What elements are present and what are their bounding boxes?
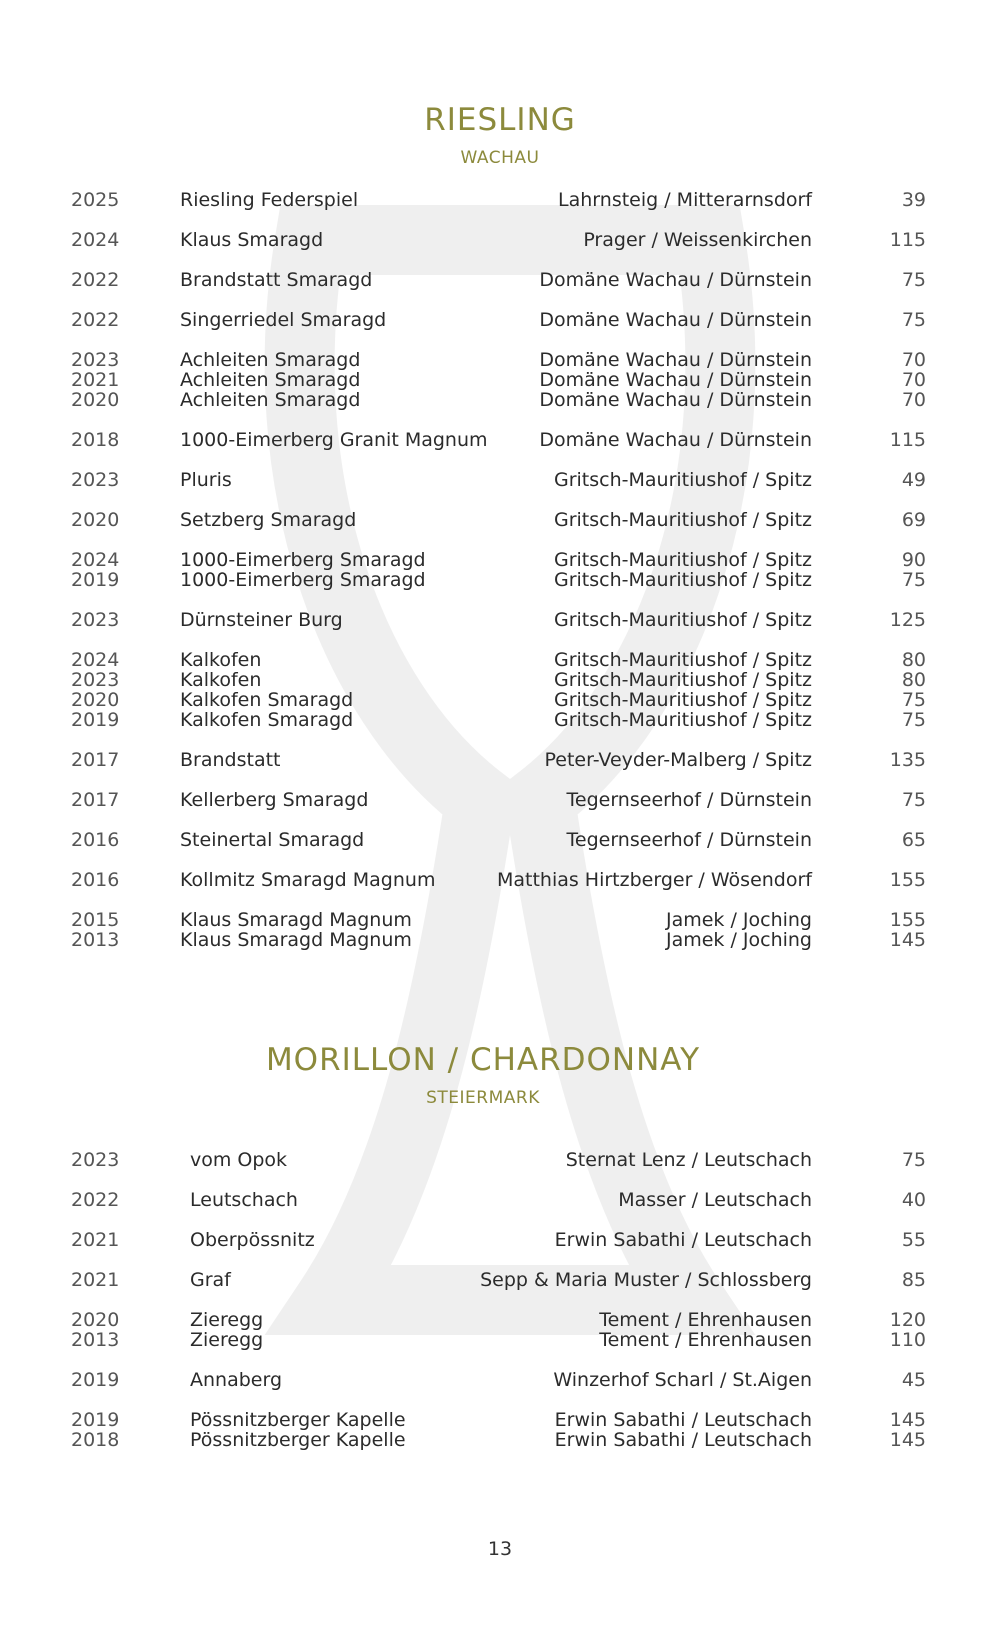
wine-entry [0, 790, 1000, 810]
producer-location: Domäne Wachau / Dürnstein [539, 369, 812, 391]
wine-entry-group [0, 1270, 1000, 1290]
wine-entry [0, 510, 1000, 530]
wine-entry-group [0, 610, 1000, 630]
wine-name: Dürnsteiner Burg [180, 609, 343, 631]
wine-name: Kellerberg Smaragd [180, 789, 369, 811]
wine-entry [0, 1330, 1000, 1350]
wine-name: 1000-Eimerberg Smaragd [180, 549, 426, 571]
producer-location: Domäne Wachau / Dürnstein [539, 389, 812, 411]
price: 70 [901, 389, 926, 411]
wine-name: Setzberg Smaragd [180, 509, 357, 531]
wine-entry [0, 1430, 1000, 1450]
wine-name: Leutschach [190, 1189, 298, 1211]
vintage-year: 2013 [71, 1329, 120, 1351]
price: 75 [901, 269, 926, 291]
price: 155 [889, 909, 926, 931]
wine-name: Riesling Federspiel [180, 189, 359, 211]
chardonnay-section [0, 1040, 1000, 1451]
wine-entry [0, 830, 1000, 850]
producer-location: Domäne Wachau / Dürnstein [539, 429, 812, 451]
vintage-year: 2020 [71, 509, 120, 531]
producer-location: Gritsch-Mauritiushof / Spitz [553, 569, 812, 591]
producer-location: Prager / Weissenkirchen [583, 229, 812, 251]
wine-name: Kollmitz Smaragd Magnum [180, 869, 436, 891]
vintage-year: 2024 [71, 229, 120, 251]
wine-entry [0, 650, 1000, 670]
wine-entry-group [0, 650, 1000, 730]
wine-entry [0, 190, 1000, 210]
wine-entry [0, 370, 1000, 390]
wine-entry-group [0, 190, 1000, 210]
wine-entry [0, 1270, 1000, 1290]
producer-location: Domäne Wachau / Dürnstein [539, 269, 812, 291]
producer-location: Gritsch-Mauritiushof / Spitz [553, 689, 812, 711]
producer-location: Gritsch-Mauritiushof / Spitz [553, 469, 812, 491]
wine-entry [0, 750, 1000, 770]
price: 125 [889, 609, 926, 631]
wine-entry-group [0, 550, 1000, 590]
wine-entry-group [0, 750, 1000, 770]
vintage-year: 2016 [71, 829, 120, 851]
vintage-year: 2022 [71, 309, 120, 331]
wine-entry-group [0, 1150, 1000, 1170]
wine-entry [0, 310, 1000, 330]
producer-location: Sternat Lenz / Leutschach [565, 1149, 812, 1171]
price: 65 [901, 829, 926, 851]
wine-entry [0, 270, 1000, 290]
section-subtitle: STEIERMARK [426, 1088, 540, 1108]
vintage-year: 2013 [71, 929, 120, 951]
price: 75 [901, 569, 926, 591]
vintage-year: 2016 [71, 869, 120, 891]
page-number: 13 [487, 1538, 513, 1560]
vintage-year: 2021 [71, 1229, 120, 1251]
wine-entry [0, 710, 1000, 730]
price: 70 [901, 369, 926, 391]
wine-entry [0, 350, 1000, 370]
producer-location: Gritsch-Mauritiushof / Spitz [553, 609, 812, 631]
producer-location: Tement / Ehrenhausen [599, 1309, 812, 1331]
producer-location: Lahrnsteig / Mitterarnsdorf [558, 189, 812, 211]
wine-entry [0, 870, 1000, 890]
price: 75 [901, 709, 926, 731]
wine-name: Singerriedel Smaragd [180, 309, 387, 331]
vintage-year: 2024 [71, 549, 120, 571]
producer-location: Gritsch-Mauritiushof / Spitz [553, 549, 812, 571]
wine-name: Pössnitzberger Kapelle [190, 1429, 406, 1451]
price: 115 [889, 229, 926, 251]
wine-entry [0, 610, 1000, 630]
vintage-year: 2023 [71, 469, 120, 491]
wine-entry-group [0, 830, 1000, 850]
wine-name: Achleiten Smaragd [180, 349, 361, 371]
producer-location: Sepp & Maria Muster / Schlossberg [480, 1269, 812, 1291]
vintage-year: 2019 [71, 1409, 120, 1431]
wine-entry-group [0, 1370, 1000, 1390]
wine-name: Kalkofen Smaragd [180, 709, 354, 731]
producer-location: Erwin Sabathi / Leutschach [554, 1429, 812, 1451]
section-title: RIESLING [424, 102, 576, 138]
wine-entry [0, 230, 1000, 250]
price: 45 [901, 1369, 926, 1391]
wine-name: Steinertal Smaragd [180, 829, 365, 851]
producer-location: Gritsch-Mauritiushof / Spitz [553, 709, 812, 731]
price: 110 [889, 1329, 926, 1351]
vintage-year: 2020 [71, 689, 120, 711]
vintage-year: 2015 [71, 909, 120, 931]
wine-entry-group [0, 790, 1000, 810]
producer-location: Erwin Sabathi / Leutschach [554, 1229, 812, 1251]
wine-entry-group [0, 470, 1000, 490]
price: 75 [901, 1149, 926, 1171]
vintage-year: 2023 [71, 349, 120, 371]
price: 69 [901, 509, 926, 531]
price: 120 [889, 1309, 926, 1331]
wine-list [0, 1150, 1000, 1470]
wine-name: Kalkofen [180, 669, 262, 691]
vintage-year: 2023 [71, 1149, 120, 1171]
price: 115 [889, 429, 926, 451]
price: 75 [901, 309, 926, 331]
producer-location: Winzerhof Scharl / St.Aigen [553, 1369, 812, 1391]
vintage-year: 2021 [71, 369, 120, 391]
wine-entry-group [0, 350, 1000, 410]
producer-location: Jamek / Joching [665, 929, 812, 951]
vintage-year: 2020 [71, 389, 120, 411]
wine-name: Kalkofen [180, 649, 262, 671]
wine-entry-group [0, 430, 1000, 450]
wine-name: Klaus Smaragd Magnum [180, 929, 412, 951]
wine-entry-group [0, 310, 1000, 330]
price: 55 [901, 1229, 926, 1251]
vintage-year: 2022 [71, 269, 120, 291]
producer-location: Peter-Veyder-Malberg / Spitz [544, 749, 812, 771]
wine-entry [0, 930, 1000, 950]
vintage-year: 2022 [71, 1189, 120, 1211]
producer-location: Gritsch-Mauritiushof / Spitz [553, 509, 812, 531]
price: 80 [901, 669, 926, 691]
wine-entry [0, 1150, 1000, 1170]
wine-entry [0, 430, 1000, 450]
wine-name: Kalkofen Smaragd [180, 689, 354, 711]
wine-entry-group [0, 910, 1000, 950]
wine-entry [0, 390, 1000, 410]
price: 75 [901, 689, 926, 711]
wine-name: Oberpössnitz [190, 1229, 315, 1251]
riesling-section [0, 100, 1000, 951]
wine-name: 1000-Eimerberg Smaragd [180, 569, 426, 591]
wine-entry [0, 470, 1000, 490]
wine-list [0, 190, 1000, 970]
wine-entry [0, 1190, 1000, 1210]
vintage-year: 2018 [71, 1429, 120, 1451]
price: 40 [901, 1189, 926, 1211]
vintage-year: 2019 [71, 569, 120, 591]
vintage-year: 2023 [71, 609, 120, 631]
wine-name: Achleiten Smaragd [180, 369, 361, 391]
wine-entry-group [0, 270, 1000, 290]
price: 39 [901, 189, 926, 211]
producer-location: Domäne Wachau / Dürnstein [539, 349, 812, 371]
wine-name: Zieregg [190, 1329, 264, 1351]
wine-name: 1000-Eimerberg Granit Magnum [180, 429, 488, 451]
wine-entry [0, 1370, 1000, 1390]
wine-entry-group [0, 1190, 1000, 1210]
producer-location: Gritsch-Mauritiushof / Spitz [553, 669, 812, 691]
wine-name: Achleiten Smaragd [180, 389, 361, 411]
price: 135 [889, 749, 926, 771]
section-subtitle: WACHAU [460, 148, 540, 168]
producer-location: Gritsch-Mauritiushof / Spitz [553, 649, 812, 671]
vintage-year: 2018 [71, 429, 120, 451]
wine-entry-group [0, 1410, 1000, 1450]
vintage-year: 2017 [71, 789, 120, 811]
vintage-year: 2021 [71, 1269, 120, 1291]
producer-location: Matthias Hirtzberger / Wösendorf [496, 869, 812, 891]
wine-entry [0, 670, 1000, 690]
producer-location: Erwin Sabathi / Leutschach [554, 1409, 812, 1431]
wine-name: Klaus Smaragd [180, 229, 324, 251]
wine-entry [0, 1230, 1000, 1250]
section-title: MORILLON / CHARDONNAY [265, 1042, 701, 1078]
wine-name: Klaus Smaragd Magnum [180, 909, 412, 931]
wine-name: Annaberg [190, 1369, 283, 1391]
wine-entry [0, 1310, 1000, 1330]
wine-name: Graf [190, 1269, 231, 1291]
wine-name: Zieregg [190, 1309, 264, 1331]
vintage-year: 2019 [71, 709, 120, 731]
vintage-year: 2017 [71, 749, 120, 771]
price: 145 [889, 1429, 926, 1451]
wine-name: Brandstatt [180, 749, 281, 771]
wine-entry-group [0, 510, 1000, 530]
vintage-year: 2020 [71, 1309, 120, 1331]
price: 85 [901, 1269, 926, 1291]
price: 49 [901, 469, 926, 491]
wine-name: Brandstatt Smaragd [180, 269, 373, 291]
vintage-year: 2025 [71, 189, 120, 211]
price: 145 [889, 929, 926, 951]
price: 145 [889, 1409, 926, 1431]
wine-entry [0, 690, 1000, 710]
wine-entry-group [0, 230, 1000, 250]
wine-entry [0, 910, 1000, 930]
wine-entry [0, 550, 1000, 570]
wine-name: Pluris [180, 469, 232, 491]
producer-location: Tegernseerhof / Dürnstein [566, 829, 812, 851]
price: 90 [901, 549, 926, 571]
wine-name: vom Opok [190, 1149, 288, 1171]
producer-location: Tegernseerhof / Dürnstein [566, 789, 812, 811]
wine-entry [0, 570, 1000, 590]
producer-location: Tement / Ehrenhausen [599, 1329, 812, 1351]
wine-entry-group [0, 1230, 1000, 1250]
wine-entry [0, 1410, 1000, 1430]
vintage-year: 2023 [71, 669, 120, 691]
producer-location: Domäne Wachau / Dürnstein [539, 309, 812, 331]
vintage-year: 2024 [71, 649, 120, 671]
wine-entry-group [0, 870, 1000, 890]
producer-location: Masser / Leutschach [618, 1189, 812, 1211]
price: 70 [901, 349, 926, 371]
vintage-year: 2019 [71, 1369, 120, 1391]
producer-location: Jamek / Joching [665, 909, 812, 931]
price: 80 [901, 649, 926, 671]
wine-entry-group [0, 1310, 1000, 1350]
wine-name: Pössnitzberger Kapelle [190, 1409, 406, 1431]
price: 75 [901, 789, 926, 811]
price: 155 [889, 869, 926, 891]
